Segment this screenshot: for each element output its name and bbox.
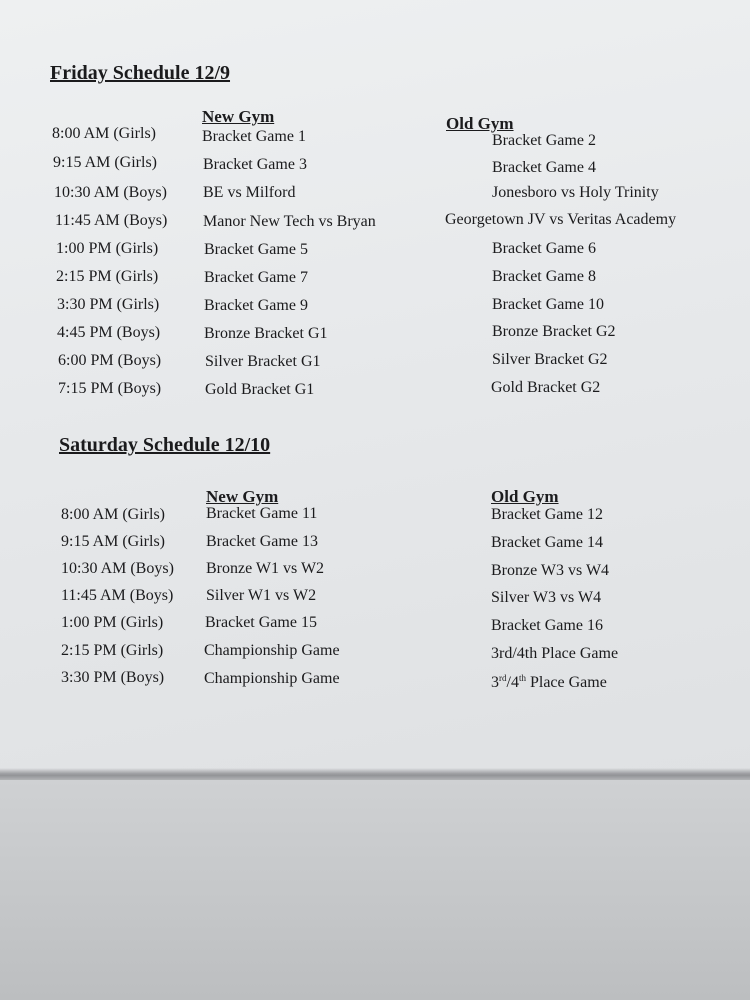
old-gym-game: Bronze W3 vs W4	[491, 562, 610, 579]
time-cell: 8:00 AM (Girls)	[61, 506, 165, 523]
old-gym-game: Bracket Game 6	[492, 240, 596, 257]
new-gym-game: Bracket Game 1	[202, 128, 306, 145]
ordinal-number: 3	[491, 674, 499, 691]
old-gym-game: Bronze Bracket G2	[492, 323, 616, 340]
new-gym-game: Manor New Tech vs Bryan	[203, 213, 376, 230]
old-gym-game: Silver W3 vs W4	[491, 589, 602, 606]
old-gym-game: Bracket Game 4	[492, 159, 596, 176]
time-cell: 2:15 PM (Girls)	[56, 268, 159, 285]
new-gym-game: Gold Bracket G1	[205, 381, 315, 398]
old-gym-game	[491, 674, 607, 691]
time-cell: 3:30 PM (Girls)	[57, 296, 160, 313]
old-gym-game: Bracket Game 10	[492, 296, 604, 313]
game-label-rest: Place Game	[525, 674, 607, 691]
new-gym-game: BE vs Milford	[203, 184, 296, 201]
new-gym-game: Silver W1 vs W2	[206, 587, 317, 604]
friday-new-gym-header: New Gym	[202, 107, 275, 126]
old-gym-game: Bracket Game 14	[491, 534, 603, 551]
new-gym-game: Bracket Game 9	[204, 297, 308, 314]
old-gym-game: Silver Bracket G2	[492, 351, 608, 368]
old-gym-game: Jonesboro vs Holy Trinity	[492, 184, 659, 201]
ordinal-suffix: rd	[499, 673, 507, 683]
time-cell: 7:15 PM (Boys)	[58, 380, 162, 397]
time-cell: 10:30 AM (Boys)	[54, 184, 167, 201]
time-cell: 1:00 PM (Girls)	[61, 614, 164, 631]
background-surface	[0, 780, 750, 1000]
new-gym-game: Bracket Game 15	[205, 614, 317, 631]
new-gym-game: Bracket Game 7	[204, 269, 308, 286]
new-gym-game: Bracket Game 3	[203, 156, 307, 173]
saturday-old-gym-header: Old Gym	[491, 487, 559, 506]
old-gym-game: Bracket Game 16	[491, 617, 603, 634]
time-cell: 4:45 PM (Boys)	[57, 324, 161, 341]
new-gym-game: Bracket Game 5	[204, 241, 308, 258]
old-gym-game: Gold Bracket G2	[491, 379, 601, 396]
time-cell: 11:45 AM (Boys)	[61, 587, 174, 604]
friday-title: Friday Schedule 12/9	[50, 62, 231, 84]
ordinal-number: /4	[506, 674, 519, 691]
saturday-title: Saturday Schedule 12/10	[59, 434, 271, 456]
time-cell: 6:00 PM (Boys)	[58, 352, 162, 369]
new-gym-game: Championship Game	[204, 670, 340, 687]
new-gym-game: Bracket Game 11	[206, 505, 318, 522]
new-gym-game: Bronze W1 vs W2	[206, 560, 325, 577]
new-gym-game: Silver Bracket G1	[205, 353, 321, 370]
time-cell: 11:45 AM (Boys)	[55, 212, 168, 229]
time-cell: 8:00 AM (Girls)	[52, 125, 156, 142]
time-cell: 3:30 PM (Boys)	[61, 669, 165, 686]
saturday-new-gym-header: New Gym	[206, 487, 279, 506]
new-gym-game: Bracket Game 13	[206, 533, 318, 550]
new-gym-game: Bronze Bracket G1	[204, 325, 328, 342]
old-gym-game: Bracket Game 12	[491, 506, 603, 523]
time-cell: 2:15 PM (Girls)	[61, 642, 164, 659]
old-gym-game: Georgetown JV vs Veritas Academy	[445, 211, 677, 228]
friday-old-gym-header: Old Gym	[446, 114, 514, 133]
time-cell: 1:00 PM (Girls)	[56, 240, 159, 257]
old-gym-game: 3rd/4th Place Game	[491, 645, 619, 662]
time-cell: 9:15 AM (Girls)	[53, 154, 157, 171]
old-gym-game: Bracket Game 2	[492, 132, 596, 149]
ordinal-suffix: th	[518, 673, 526, 683]
time-cell: 9:15 AM (Girls)	[61, 533, 165, 550]
old-gym-game: Bracket Game 8	[492, 268, 596, 285]
time-cell: 10:30 AM (Boys)	[61, 560, 174, 577]
new-gym-game: Championship Game	[204, 642, 340, 659]
